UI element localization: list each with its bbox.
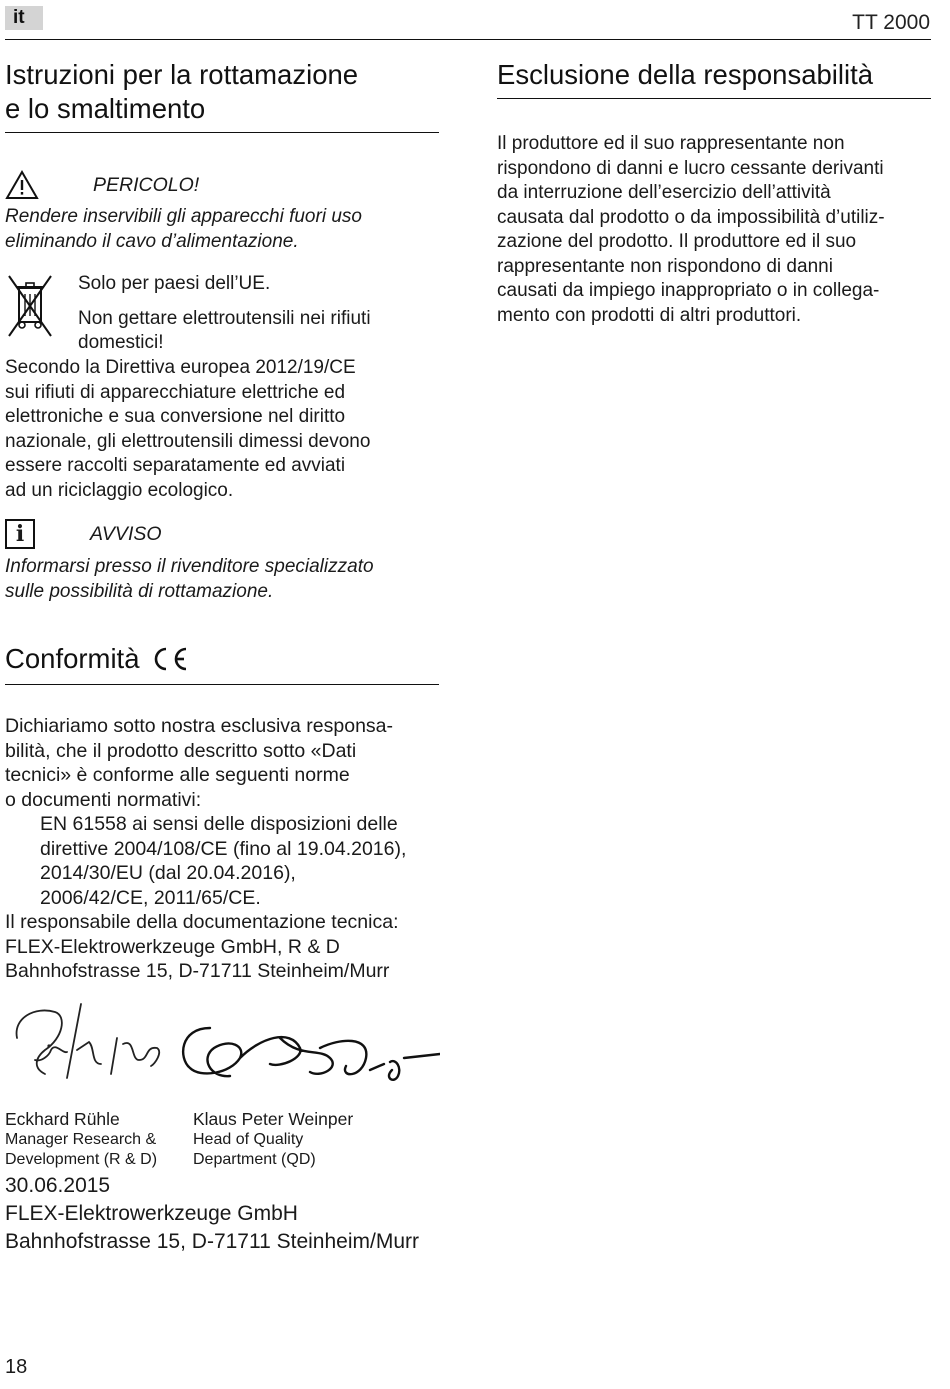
- conformity-company: FLEX-Elektrowerkzeuge GmbH: [5, 1201, 298, 1225]
- conformity-title: Conformità: [5, 642, 439, 676]
- liability-text: Il produttore ed il suo rappresentante non rispondono di danni e lucro cessante derivanti da interruzione dell’esercizio dell’attività causata dal prodotto o da impossibilità d’utiliz- zazione del prodotto. Il produttore ed il suo rappresentante non rispondono di danni causati da impiego inappropriato o in collega- mento con prodotti di altri produttori.: [497, 133, 885, 326]
- liability-title: Esclusione della responsabilità: [497, 59, 874, 90]
- conformity-date: 30.06.2015: [5, 1173, 111, 1197]
- right-column: [497, 58, 931, 328]
- notice-heading: [5, 519, 439, 549]
- info-icon: i: [5, 519, 35, 549]
- signer-2: Klaus Peter Weinper Head of Quality Department (QD): [193, 1108, 354, 1168]
- conformity-address: Bahnhofstrasse 15, D-71711 Steinheim/Murr: [5, 1229, 419, 1253]
- left-column: [5, 58, 439, 1256]
- danger-text: Rendere inservibili gli apparecchi fuori uso eliminando il cavo d’alimentazione.: [5, 206, 362, 252]
- signer-names: [5, 1108, 439, 1170]
- signature-ruehle: [5, 998, 165, 1098]
- conformity-responsible: Il responsabile della documentazione tecnica: FLEX-Elektrowerkzeuge GmbH, R & D Bahnhofstrasse 15, D-71711 Steinheim/Murr: [5, 911, 399, 982]
- conformity-title-rule: [5, 684, 439, 685]
- liability-title-rule: [497, 98, 931, 99]
- signature-weinper: [170, 1018, 440, 1108]
- language-badge: it: [5, 6, 43, 30]
- page-number: 18: [5, 1356, 28, 1378]
- model-name: TT 2000: [852, 11, 930, 34]
- directive-paragraph: Secondo la Direttiva europea 2012/19/CE sui rifiuti di apparecchiature elettriche ed elettroniche e sua conversione nel diritto nazionale, gli elettroutensili dimessi devono essere raccolti separatamente ed avviati ad un riciclaggio ecologico.: [5, 357, 371, 501]
- crossed-bin-icon: [5, 272, 57, 342]
- signatures: [5, 998, 439, 1108]
- danger-heading: [5, 171, 439, 199]
- header-rule: [5, 39, 931, 40]
- conformity-intro: Dichiariamo sotto nostra esclusiva responsa- bilità, che il prodotto descritto sotto «Dati tecnici» è conforme alle seguenti norme o documenti normativi:: [5, 715, 394, 811]
- signer-1: Eckhard Rühle Manager Research & Development (R & D): [5, 1108, 158, 1168]
- notice-text: Informarsi presso il rivenditore specializzato sulle possibilità di rottamazione.: [5, 556, 374, 602]
- warning-icon: [5, 170, 39, 200]
- weee-text: Solo per paesi dell’UE. Non gettare elettroutensili nei rifiuti domestici!: [78, 273, 371, 353]
- weee-block: [5, 272, 439, 352]
- danger-label: PERICOLO!: [93, 173, 200, 196]
- disposal-title-rule: [5, 132, 439, 133]
- notice-label: AVVISO: [90, 522, 162, 545]
- ce-mark-icon: [148, 646, 190, 672]
- disposal-title: Istruzioni per la rottamazione e lo smaltimento: [5, 59, 359, 124]
- conformity-standards: EN 61558 ai sensi delle disposizioni delle direttive 2004/108/CE (fino al 19.04.2016), 2014/30/EU (dal 20.04.2016), 2006/42/CE, 2011/65/CE.: [40, 813, 407, 909]
